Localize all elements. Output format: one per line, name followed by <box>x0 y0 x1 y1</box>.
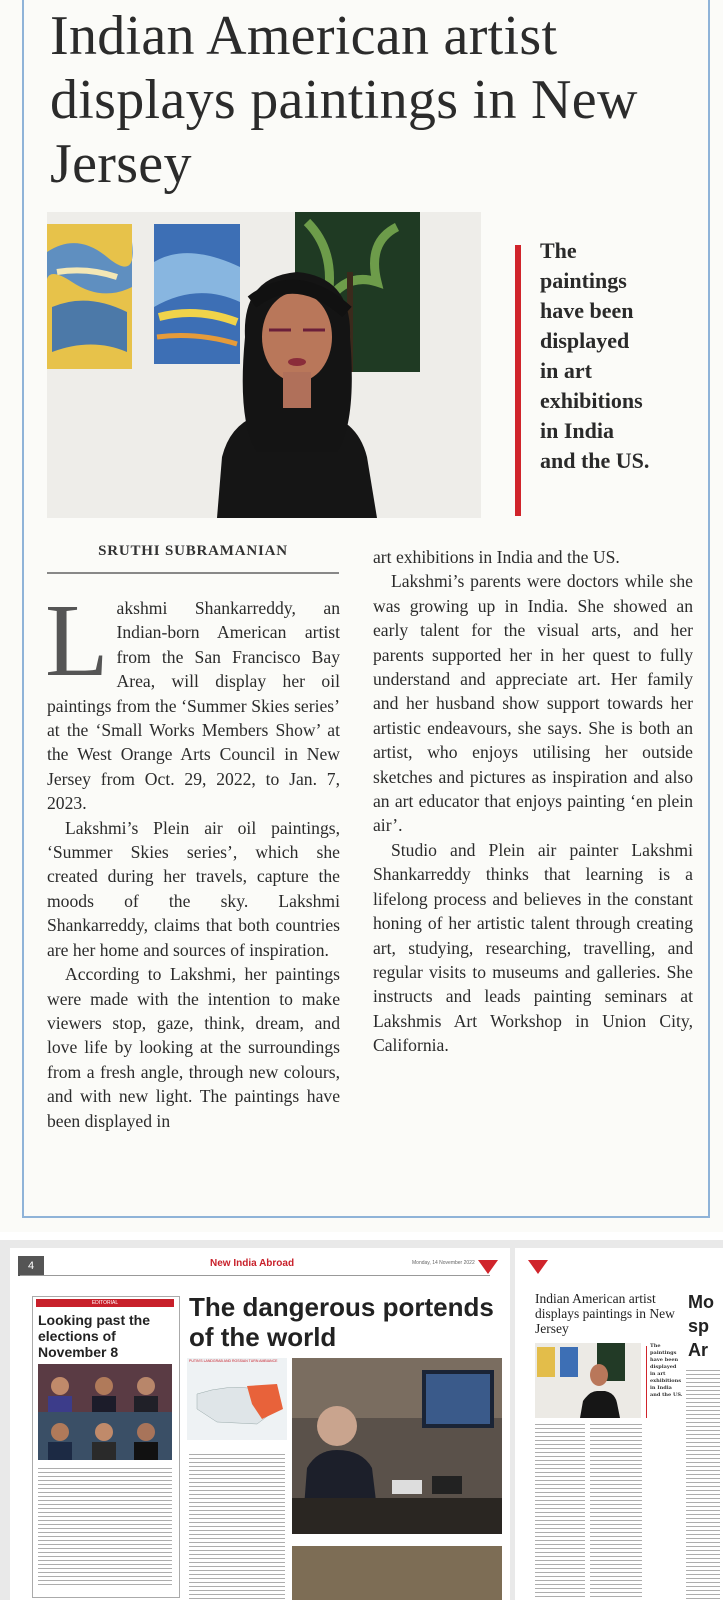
drop-cap: L <box>45 583 109 698</box>
leader-photo <box>292 1358 502 1534</box>
paragraph-5: Studio and Plein air painter Lakshmi Shankarreddy thinks that learning is a lifelong process and believes in the constant honing of her artistic talent through creating art, studying, researching, travelling, and regular visits to museums and galleries. She instructs and leads painting seminars at Lakshmis Art Workshop in Union City, California. <box>373 839 693 1056</box>
main-article-body-text <box>189 1454 285 1600</box>
frame-border-bottom <box>22 1216 710 1218</box>
frame-border-right <box>708 0 710 1218</box>
byline-divider <box>47 572 339 574</box>
paragraph-3: According to Lakshmi, her paintings were made with the intention to make viewers stop, gaze, think, dream, and love life by looking at the surroundings from a fresh angle, through new colours, and with new light. The paintings have been displayed in <box>47 964 340 1131</box>
ukraine-map <box>187 1358 287 1440</box>
mini-artist-photo <box>535 1343 641 1418</box>
red-flag-icon <box>528 1260 548 1274</box>
paragraph-1-text: akshmi Shankarreddy, an Indian-born American artist from the San Francisco Bay Area, will display her oil paintings from the ‘Summer Skies series’ at the ‘Small Works Members Show’ at the West Orange Arts Council in New Jersey from Oct. 29, 2022, to Jan. 7, 2023. <box>47 598 340 814</box>
next-article-headline: Mo sp Ar <box>688 1292 714 1360</box>
pull-quote: The paintings have been displayed in art exhibitions in India and the US. <box>540 238 650 473</box>
article-column-2 <box>373 545 693 1058</box>
paragraph-4: Lakshmi’s parents were doctors while she was growing up in India. She showed an early talent for the visual arts, and her parents supported her in her quest to fully understand and appreciate art. Her family and her husband show support towards her artistic endeavours, she says. She is both an artist, who enjoys utilising her outside sketches and pictures as inspiration and also an art educator that enjoys painting ‘en plein air’. <box>373 571 693 836</box>
mini-pull-quote: The paintings have been displayed in art exhibitions in India and the US. <box>650 1343 683 1398</box>
mini-article-headline: Indian American artist displays paintings in New Jersey <box>535 1291 675 1336</box>
publication-date: Monday, 14 November 2022 <box>412 1260 475 1266</box>
publication-name: New India Abroad <box>210 1258 295 1269</box>
paragraph-2: Lakshmi’s Plein air oil paintings, ‘Summer Skies series’, which she created during her travels, capture the moods of the sky. Lakshmi Shankarreddy, claims that both countries are her home and sources of inspiration. <box>47 817 340 960</box>
map-label: PUTIN’S LANDGRAB AND ROSSIAN TURN AMBIANCE <box>189 1359 278 1363</box>
paragraph-3-continued: art exhibitions in India and the US. <box>373 547 620 567</box>
next-article-body-text <box>686 1370 720 1600</box>
byline: SRUTHI SUBRAMANIAN <box>98 543 288 559</box>
newspaper-spread <box>0 1240 723 1600</box>
editorial-label: EDITORIAL <box>36 1299 174 1307</box>
mini-article-col-1 <box>535 1424 585 1600</box>
mini-pull-quote-bar <box>646 1346 647 1418</box>
candidates-photo <box>38 1364 172 1460</box>
editorial-body-text <box>38 1468 172 1588</box>
article-headline: Indian American artist displays paintings in New Jersey <box>50 5 638 195</box>
article-column-1 <box>45 583 340 1133</box>
red-flag-icon <box>478 1260 498 1274</box>
artist-photo <box>47 212 481 518</box>
main-headline: The dangerous portends of the world <box>189 1292 494 1352</box>
paragraph-1 <box>45 583 340 816</box>
aerial-photo <box>292 1546 502 1600</box>
frame-border-left <box>22 0 24 1218</box>
page-number: 4 <box>18 1256 44 1276</box>
masthead-rule <box>20 1275 490 1276</box>
mini-article-col-2 <box>590 1424 642 1600</box>
editorial-headline: Looking past the elections of November 8 <box>38 1312 150 1360</box>
pull-quote-bar <box>515 245 521 516</box>
